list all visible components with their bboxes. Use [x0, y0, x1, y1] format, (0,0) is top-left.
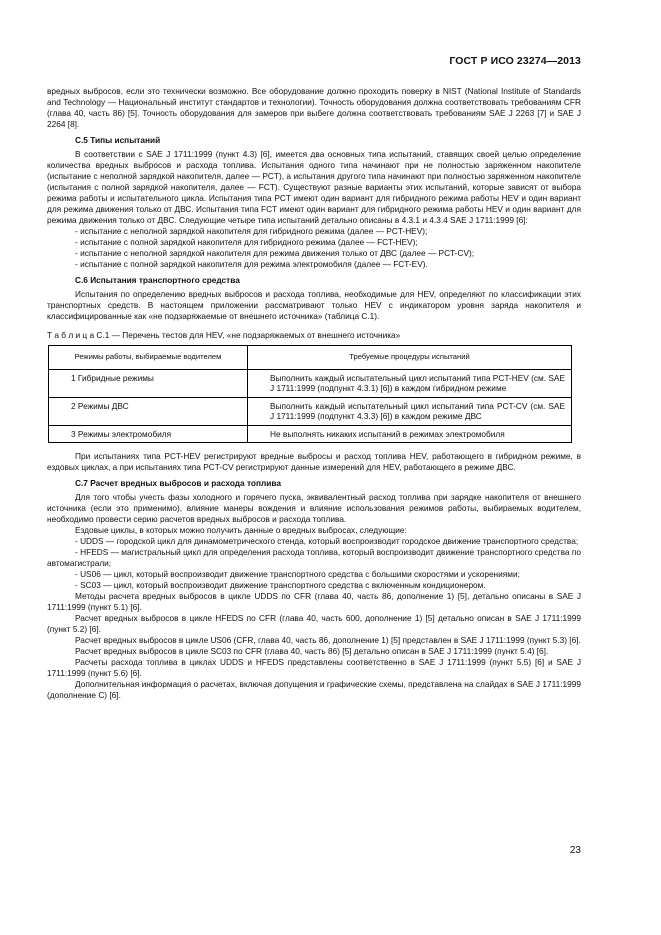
table-header-cell: Режимы работы, выбираемые водителем [49, 346, 248, 370]
table-caption-text: С.1 — Перечень тестов для HEV, «не подзаряжаемых от внешнего источника» [96, 330, 401, 340]
table-header-cell: Требуемые процедуры испытаний [248, 346, 572, 370]
section-c5-paragraph: В соответствии с SAE J 1711:1999 (пункт 4.3) [6], имеется два основных типа испытаний, ставящих своей целью определение количества вредных выбросов и расхода топлива. Испытания одного типа начинают при не полностью заряженном накопителе (испытание с неполной зарядкой накопителя, далее — PCT), а испытания другого типа начинают при полностью заряженном накопителе (испытания с полной зарядкой накопителя, далее — FCT). Существуют разные варианты этих испытаний, которые зависят от выбора режима работы и испытательного цикла. Испытания типа PCT имеют один вариант для гибридного режима работы HEV и один вариант для режима движения только от ДВС. Испытания типа FCT имеют один вариант для гибридного режима работы HEV и один вариант для режима движения только от ДВС. Следующие четыре типа испытаний детально описаны в 4.3.1 и 4.3.4 SAE J 1711:1999 [6]: [47, 149, 581, 225]
list-item: - UDDS — городской цикл для динамометрического стенда, который воспроизводит городское движение транспортного средства; [75, 536, 579, 546]
section-c6-title: С.6 Испытания транспортного средства [75, 275, 240, 285]
section-c7-paragraph: Методы расчета вредных выбросов в цикле UDDS по CFR (глава 40, часть 86, дополнение 1) [5], детально описаны в SAE J 1711:1999 (пункт 5.1) [6]. [47, 591, 581, 612]
list-item: - испытание с неполной зарядкой накопителя для гибридного режима (далее — PCT-HEV); [75, 226, 428, 236]
section-c7-paragraph: Расчет вредных выбросов в цикле SC03 по CFR (глава 40, часть 86) [5] детально описан в SAE J 1711:1999 (пункт 5.4) [6]. [75, 646, 549, 656]
table-cell-mode: 3 Режимы электромобиля [49, 425, 248, 443]
section-c7-paragraph: Дополнительная информация о расчетах, включая допущения и графические схемы, представлена на слайдах в SAE J 1711:1999 (дополнение С) [6]. [47, 679, 581, 700]
list-item: - US06 — цикл, который воспроизводит движение транспортного средства с большими скоростями и ускорениями; [75, 569, 520, 579]
page-number: 23 [569, 845, 581, 856]
list-item: - SC03 — цикл, который воспроизводит движение транспортного средства с включенным кондиционером. [75, 580, 486, 590]
section-c6-paragraph: Испытания по определению вредных выбросов и расхода топлива, необходимые для HEV, определяют по классификации этих транспортных средств. В настоящем приложении рассматривают только HEV с индикатором уровня заряда накопителя и классифицированные как «не подзаряжаемые от внешнего источника» (таблица С.1). [47, 289, 581, 321]
table-caption [47, 330, 581, 341]
document-body [47, 86, 581, 701]
section-c7-paragraph: Расчеты расхода топлива в циклах UDDS и HFEDS представлены соответственно в SAE J 1711:1999 (пункт 5.5) [6] и SAE J 1711:1999 (пункт 5.6) [6]. [47, 657, 581, 678]
list-item: - испытание с неполной зарядкой накопителя для режима движения только от ДВС (далее — PCT-CV); [75, 248, 475, 258]
section-c7-paragraph: Для того чтобы учесть фазы холодного и горячего пуска, эквивалентный расход топлива при зарядке накопителя от внешнего источника (если это применимо), влияние манеры вождения и влияние использования режимов работы, выбираемых водителем, необходимо провести серию расчетов вредных выбросов и расхода топлива. [47, 492, 581, 524]
section-c5-title: С.5 Типы испытаний [75, 135, 161, 145]
document-header: ГОСТ Р ИСО 23274—2013 [449, 55, 581, 67]
table-cell-procedure: Не выполнять никаких испытаний в режимах электромобиля [248, 425, 572, 443]
list-item: - HFEDS — магистральный цикл для определения расхода топлива, который воспроизводит движение транспортного средства по автомагистрали; [47, 547, 581, 568]
table-cell-procedure: Выполнить каждый испытательный цикл испытаний типа PCT-CV (см. SAE J 1711:1999 (подпункт 4.3.3) [6]) в каждом режиме ДВС [248, 397, 572, 425]
table-cell-procedure: Выполнить каждый испытательный цикл испытаний типа PCT-HEV (см. SAE J 1711:1999 (подпункт 4.3.1) [6]) в каждом гибридном режиме [248, 369, 572, 397]
table-caption-prefix: Т а б л и ц а [47, 330, 95, 340]
table-row [49, 369, 572, 397]
table-row [49, 397, 572, 425]
list-item: - испытание с полной зарядкой накопителя для режима электромобиля (далее — FCT-EV). [75, 259, 428, 269]
section-c7-paragraph: Расчет вредных выбросов в цикле US06 (CFR, глава 40, часть 86, дополнение 1) [5] представлен в SAE J 1711:1999 (пункт 5.3) [6]. [75, 635, 581, 645]
intro-paragraph: вредных выбросов, если это технически возможно. Все оборудование должно проходить поверку в NIST (National Institute of Standards and Technology — Национальный институт стандартов и технологии). Точность оборудования должна соответствовать требованиям CFR (глава 40, часть 86) [5]. Точность оборудования для замеров при выбеге должна соответствовать требованиям SAE J 2263 [7] и SAE J 2264 [8]. [47, 86, 581, 129]
tests-table [48, 345, 572, 443]
section-c7-paragraph: Расчет вредных выбросов в цикле HFEDS по CFR (глава 40, часть 600, дополнение 1) [5] детально описан в SAE J 1711:1999 (пункт 5.2) [6]. [47, 613, 581, 634]
table-cell-mode: 2 Режимы ДВС [49, 397, 248, 425]
after-table-paragraph: При испытаниях типа PCT-HEV регистрируют вредные выбросы и расход топлива HEV, работающего в гибридном режиме, в ездовых циклах, а при испытаниях типа PCT-CV регистрируют данные измерений для HEV, работающего в режиме ДВС. [47, 451, 581, 472]
table-header-row [49, 346, 572, 370]
list-item: - испытание с полной зарядкой накопителя для гибридного режима (далее — FCT-HEV); [75, 237, 418, 247]
table-row [49, 425, 572, 443]
section-c7-title: С.7 Расчет вредных выбросов и расхода топлива [75, 478, 281, 488]
table-cell-mode: 1 Гибридные режимы [49, 369, 248, 397]
section-c7-paragraph: Ездовые циклы, в которых можно получить данные о вредных выбросах, следующие: [75, 525, 407, 535]
